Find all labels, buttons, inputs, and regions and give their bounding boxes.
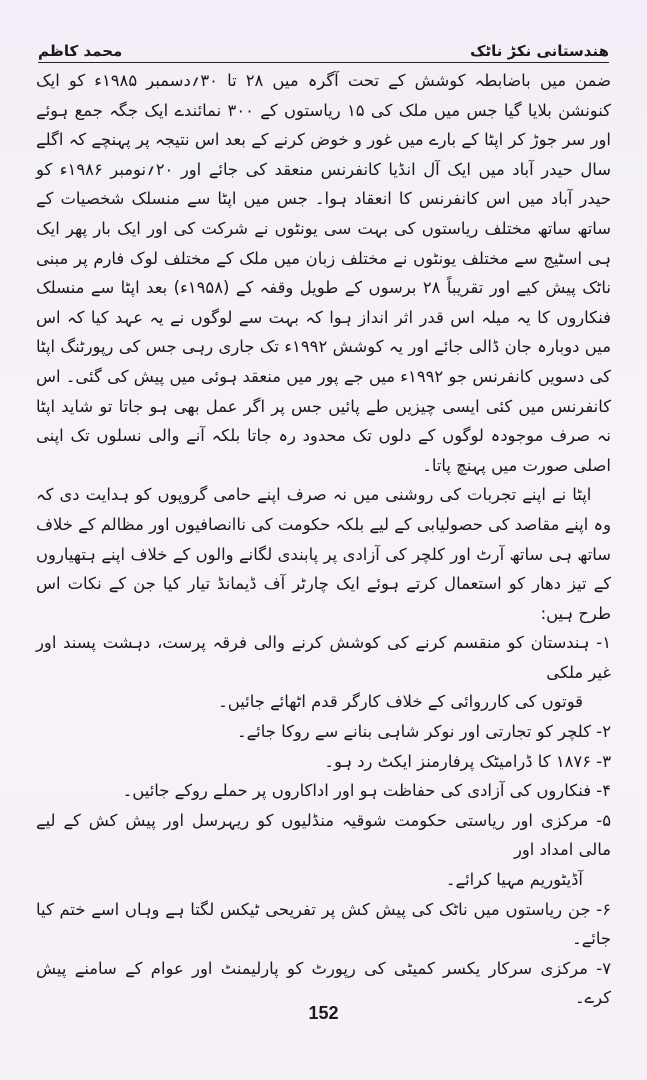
list-item — [36, 895, 611, 954]
item-marker: ۴- — [596, 781, 611, 801]
item-text: کلچر کو تجارتی اور نوکر شاہی بنانے سے روکا جائے۔ — [236, 722, 592, 742]
list-item — [36, 717, 611, 747]
list-item — [36, 806, 611, 895]
item-marker: ۲- — [596, 722, 611, 742]
author-name: محمد کاظم — [38, 42, 123, 60]
header-rule — [38, 62, 609, 63]
item-text: مرکزی سرکار یکسر کمیٹی کی رپورٹ کو پارلیمنٹ اور عوام کے سامنے پیش کرے۔ — [36, 958, 611, 1008]
item-marker: ۳- — [596, 751, 611, 771]
running-header — [38, 30, 609, 60]
item-text: ہندستان کو منقسم کرنے کی کوشش کرنے والی فرقہ پرست، دہشت پسند اور غیر ملکی — [36, 633, 611, 682]
paragraph-1: ضمن میں باضابطہ کوشش کے تحت آگرہ میں ۲۸ تا ۳۰؍دسمبر ۱۹۸۵ء کو ایک کنونشن بلایا گیا جس میں ملک کی ۱۵ ریاستوں کے ۳۰۰ نمائندے ایک جگہ جمع ہوئے اور سر جوڑ کر اپٹا کے بارے میں غور و خوض کرنے کے بعد اس نتیجہ پر پہنچے کہ اگلے سال حیدر آباد میں ایک آل انڈیا کانفرنس منعقد کی جائے اور ۲۰؍نومبر ۱۹۸۶ء کو حیدر آباد میں اس کانفرنس کا انعقاد ہوا۔ جس میں اپٹا سے منسلک شخصیات کے ساتھ ساتھ مختلف ریاستوں کی بہت سی یونٹوں نے شرکت کی اور ایک بار پھر ایک ہی اسٹیج سے مختلف یونٹوں نے مختلف زبان میں ملک کے مختلف لوک فارم پر مبنی ناٹک پیش کیے اور تقریباً ۲۸ برسوں کے طویل وقفہ کے (۱۹۵۸ء) بعد اپٹا سے منسلک فنکاروں کا یہ میلہ اس قدر اثر انداز ہوا کہ بہت سے لوگوں نے یہ عہد کیا کہ اس میں دوبارہ جان ڈالی جائے اور یہ کوشش ۱۹۹۲ء تک جاری رہی جس کی رپورٹنگ اپٹا کی دسویں کانفرنس جو ۱۹۹۲ء میں جے پور میں منعقد ہوئی میں پیش کی گئی۔ اس کانفرنس میں کئی ایسی چیزیں طے پائیں جس پر اگر عمل بھی ہو جاتا تو شاید اپٹا نہ صرف موجودہ لوگوں کے دلوں تک محدود رہ جاتا بلکہ آنے والی نسلوں تک اپنی اصلی صورت میں پہنچ پاتا۔ — [36, 71, 611, 475]
book-title: هندستانی نکڑ ناٹک — [470, 42, 609, 60]
page-body — [36, 66, 611, 1013]
paragraph-2: اپٹا نے اپنے تجربات کی روشنی میں نہ صرف اپنے حامی گروپوں کو ہدایت دی کہ وہ اپنے مقاصد کی حصولیابی کے لیے بلکہ حکومت کی ناانصافیوں اور مظالم کے خلاف ساتھ ہی ساتھ آرٹ اور کلچر کی آزادی پر پابندی لگانے والوں کے خلاف اپنے ہتھیاروں کے تیز دھار کو استعمال کرتے ہوئے ایک چارٹر آف ڈیمانڈ تیار کیا جن کے نکات اس طرح ہیں: — [36, 485, 611, 623]
list-item — [36, 747, 611, 777]
item-continuation: آڈیٹوریم مہیا کرائے۔ — [445, 870, 583, 890]
item-marker: ۶- — [596, 899, 611, 919]
item-continuation: قوتوں کی کارروائی کے خلاف کارگر قدم اٹھائے جائیں۔ — [218, 692, 583, 712]
item-text: ۱۸۷۶ کا ڈرامیٹک پرفارمنز ایکٹ رد ہو۔ — [324, 751, 592, 771]
item-marker: ۷- — [596, 958, 611, 978]
item-marker: ۵- — [596, 810, 611, 830]
list-item — [36, 628, 611, 717]
item-text: فنکاروں کی آزادی کی حفاظت ہو اور اداکاروں پر حملے روکے جائیں۔ — [122, 781, 592, 801]
list-item — [36, 776, 611, 806]
demands-list — [36, 628, 611, 1013]
item-text: مرکزی اور ریاستی حکومت شوقیہ منڈلیوں کو ریہرسل اور پیش کش کے لیے مالی امداد اور — [36, 810, 611, 860]
page-number: 152 — [308, 1003, 339, 1023]
item-marker: ۱- — [596, 633, 611, 653]
item-text: جن ریاستوں میں ناٹک کی پیش کش پر تفریحی ٹیکس لگتا ہے وہاں اسے ختم کیا جائے۔ — [36, 899, 611, 949]
